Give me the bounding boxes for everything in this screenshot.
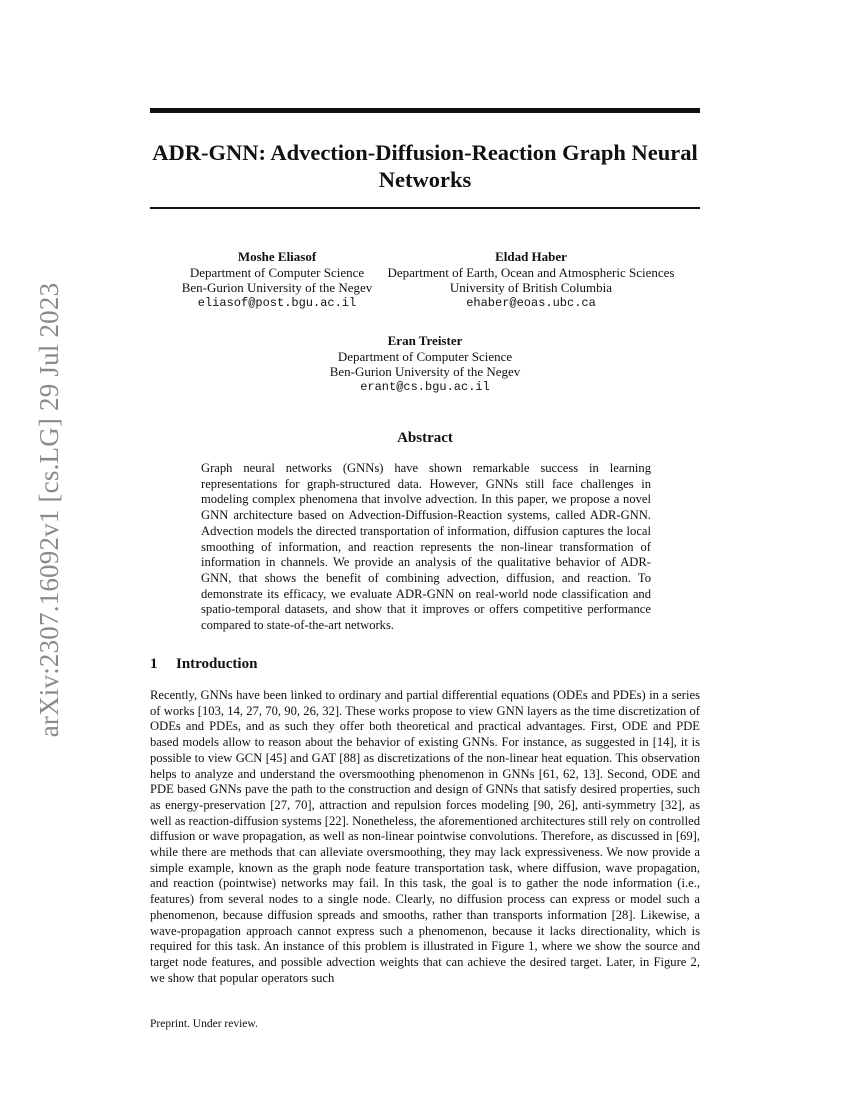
author-affiliation: Ben-Gurion University of the Negev [181,280,373,295]
paper-title: ADR-GNN: Advection-Diffusion-Reaction Graph Neural Networks [152,140,698,192]
section-title: Introduction [176,656,258,672]
abstract-text: Graph neural networks (GNNs) have shown remarkable success in learning representations for graph-structured data. However, GNNs still face challenges in modeling complex phenomena that involve advection. In this paper, we propose a novel GNN architecture based on Advection-Diffusion-Reaction systems, called ADR-GNN. Advection models the directed transportation of information, diffusion captures the local smoothing of information, and reaction represents the non-linear transformation of information in channels. We provide an analysis of the qualitative behavior of ADR-GNN, that shows the benefit of combining advection, diffusion, and reaction. To demonstrate its efficacy, we evaluate ADR-GNN on real-world node classification and spatio-temporal datasets, and show that it improves or offers competitive performance compared to state-of-the-art networks. [201,461,651,633]
author-affiliation: Department of Computer Science [337,348,513,364]
author-1 [147,249,407,311]
author-3 [270,333,580,395]
author-block [150,249,700,429]
author-2 [376,249,686,311]
author-email: ehaber@eoas.ubc.ca [466,295,596,310]
footer-note: Preprint. Under review. [150,1018,258,1030]
title-rule-bottom [150,207,700,209]
abstract-heading: Abstract [397,430,453,446]
author-affiliation: Department of Computer Science [189,264,365,280]
paper-page [150,108,700,1030]
section-number: 1 [150,656,158,672]
section-heading [150,656,257,673]
arxiv-identifier: arXiv:2307.16092v1 [cs.LG] 29 Jul 2023 [34,282,64,738]
author-affiliation: Ben-Gurion University of the Negev [329,364,521,379]
title-rule-top [150,108,700,113]
author-email: eliasof@post.bgu.ac.il [197,295,357,310]
author-name: Eran Treister [387,333,463,348]
author-name: Moshe Eliasof [237,249,317,264]
author-affiliation: University of British Columbia [449,280,613,295]
author-email: erant@cs.bgu.ac.il [360,379,490,394]
author-affiliation: Department of Earth, Ocean and Atmospheric Sciences [387,264,675,280]
author-name: Eldad Haber [495,249,567,264]
introduction-text: Recently, GNNs have been linked to ordinary and partial differential equations (ODEs and PDEs) in a series of works [103, 14, 27, 70, 90, 26, 32]. These works propose to view GNN layers as the time discretization of ODEs and PDEs, and as such they offer both theoretical and practical advantages. First, ODE and PDE based models allow to reason about the behavior of existing GNNs. For instance, as suggested in [14], it is possible to view GCN [45] and GAT [88] as discretizations of the non-linear heat equation. This observation helps to analyze and understand the oversmoothing phenomenon in GNNs [61, 62, 13]. Second, ODE and PDE based GNNs pave the path to the construction and design of GNNs that satisfy desired properties, such as energy-preservation [27, 70], attraction and repulsion forces modeling [90, 26], anti-symmetry [32], as well as reaction-diffusion systems [22]. Nonetheless, the aforementioned architectures still rely on controlled diffusion or wave propagation, as well as non-linear pointwise convolutions. Therefore, as discussed in [69], while there are methods that can alleviate oversmoothing, they may lack expressiveness. We now provide a simple example, known as the graph node feature transportation task, where diffusion, wave propagation, and reaction (pointwise) networks may fail. In this task, the goal is to gather the node information (i.e., features) from several nodes to a single node. Clearly, no diffusion process can express or model such a phenomenon, because diffusion spreads and smooths, rather than transports information [28]. Likewise, a wave-propagation approach cannot express such a phenomenon, because it lacks directionality, which is required for this task. An instance of this problem is illustrated in Figure 1, where we show the source and target node features, and possible advection weights that can achieve the desired target. Later, in Figure 2, we show that popular operators such [150,688,700,985]
